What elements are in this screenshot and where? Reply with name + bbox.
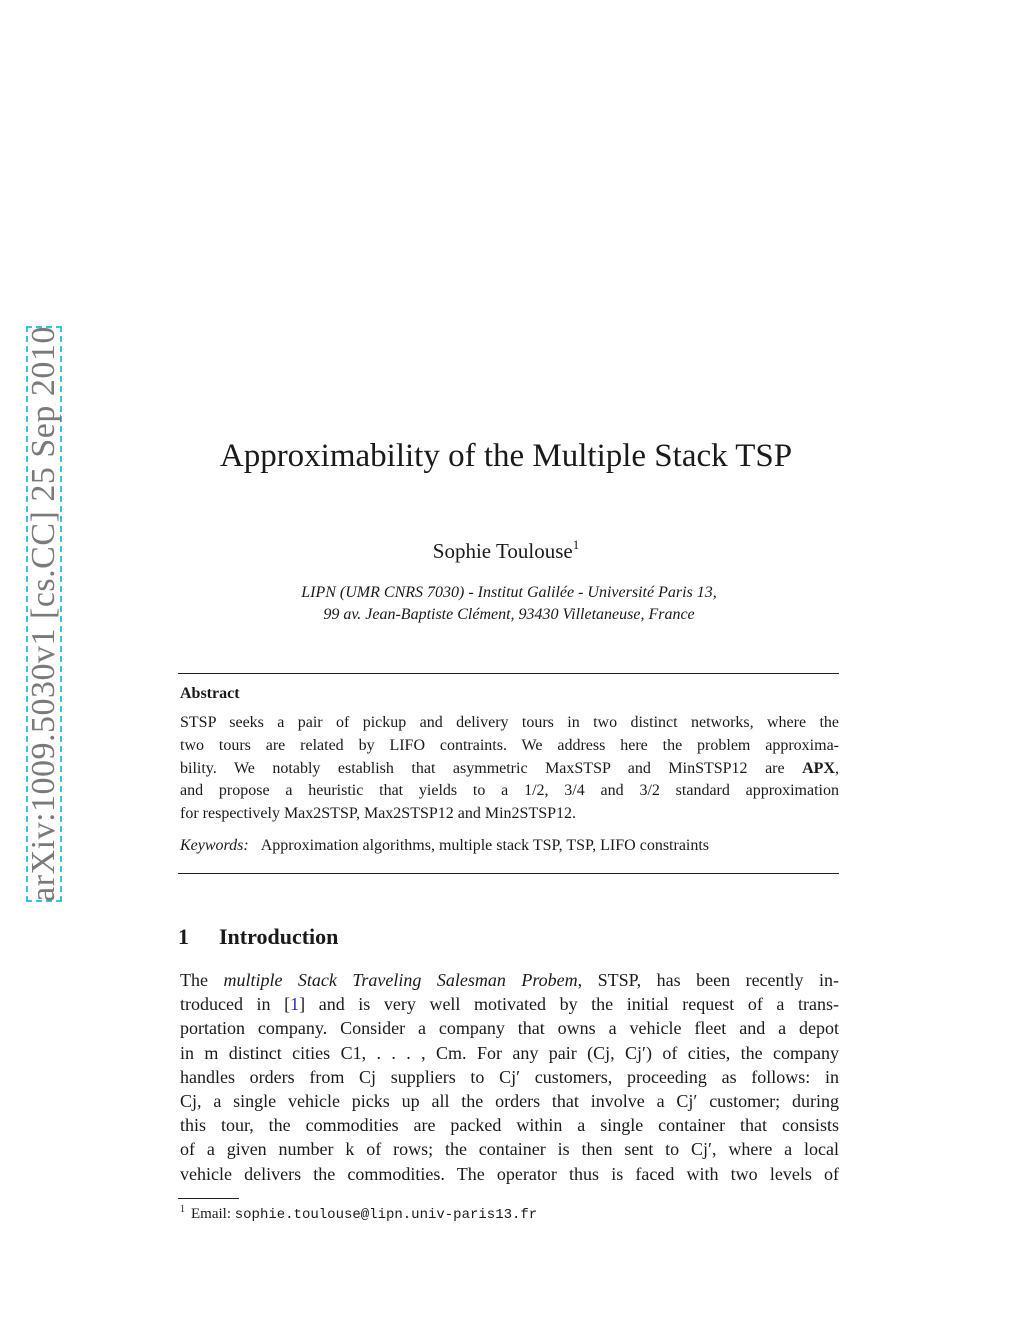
intro-text: , STSP, has been recently in- — [577, 970, 840, 990]
footnote-email[interactable]: sophie.toulouse@lipn.univ-paris13.fr — [234, 1207, 538, 1223]
intro-text: troduced in — [180, 994, 285, 1015]
intro-line: of a given number k of rows; the container is then sent to Cj′, where a local — [180, 1139, 839, 1160]
arxiv-stamp-text: arXiv:1009.5030v1 [cs.CC] 25 Sep 2010 — [25, 326, 62, 902]
footnote — [180, 1204, 537, 1223]
intro-line: in m distinct cities C1, . . . , Cm. For any pair (Cj, Cj′) of cities, the company — [180, 1042, 839, 1063]
intro-line — [180, 992, 839, 1016]
intro-line — [180, 968, 839, 992]
intro-line: this tour, the commodities are packed within a single container that consists — [180, 1115, 839, 1136]
intro-body — [180, 968, 839, 1186]
abstract-line: for respectively Max2STSP, Max2STSP12 and Min2STSP12. — [180, 805, 577, 823]
section-title: Introduction — [219, 924, 339, 949]
abstract-bottom-rule — [178, 873, 839, 874]
author — [0, 537, 1012, 564]
abstract-line: and propose a heuristic that yields to a 1/2, 3/4 and 3/2 standard approximation — [180, 782, 839, 800]
abstract-line-text: bility. We notably establish that asymmetric MaxSTSP and MinSTSP12 are — [180, 759, 785, 777]
footnote-rule — [178, 1198, 239, 1199]
abstract-body — [180, 712, 839, 826]
intro-emphasis: multiple Stack Traveling Salesman Probem — [223, 970, 578, 990]
abstract-line: two tours are related by LIFO contraints. We address here the problem approxima- — [180, 736, 839, 754]
paper-title: Approximability of the Multiple Stack TSP — [219, 438, 793, 474]
intro-line: handles orders from Cj suppliers to Cj′ customers, proceeding as follows: in — [180, 1066, 839, 1087]
keywords — [180, 837, 839, 855]
footnote-mark: 1 — [180, 1204, 185, 1215]
citation-link[interactable]: [1] — [284, 994, 306, 1015]
intro-line: Cj, a single vehicle picks up all the orders that involve a Cj′ customer; during — [180, 1090, 839, 1111]
abstract-top-rule — [178, 673, 839, 674]
author-name: Sophie Toulouse — [432, 539, 573, 563]
intro-text: The — [180, 970, 224, 990]
abstract-line: STSP seeks a pair of pickup and delivery tours in two distinct networks, where the — [180, 714, 839, 731]
apx-term: APX — [802, 759, 836, 777]
abstract-heading: Abstract — [180, 685, 240, 702]
intro-text: and is very well motivated by the initial request of a trans- — [305, 994, 839, 1015]
intro-line: vehicle delivers the commodities. The operator thus is faced with two levels of — [180, 1163, 839, 1184]
intro-line: portation company. Consider a company that owns a vehicle fleet and a depot — [180, 1018, 839, 1039]
citation-number[interactable]: 1 — [290, 994, 300, 1015]
affiliation-line-1: LIPN (UMR CNRS 7030) - Institut Galilée - Université Paris 13, — [301, 584, 717, 601]
section-number: 1 — [178, 924, 189, 949]
abstract-punct: , — [835, 759, 840, 777]
affiliation-line-2: 99 av. Jean-Baptiste Clément, 93430 Villetaneuse, France — [323, 606, 695, 623]
section-heading — [178, 924, 338, 950]
keywords-text: Approximation algorithms, multiple stack TSP, TSP, LIFO constraints — [260, 837, 710, 854]
footnote-label: Email: — [191, 1206, 231, 1222]
keywords-label: Keywords: — [180, 837, 249, 854]
author-footnote-mark[interactable]: 1 — [572, 537, 580, 552]
abstract-line — [180, 758, 839, 781]
